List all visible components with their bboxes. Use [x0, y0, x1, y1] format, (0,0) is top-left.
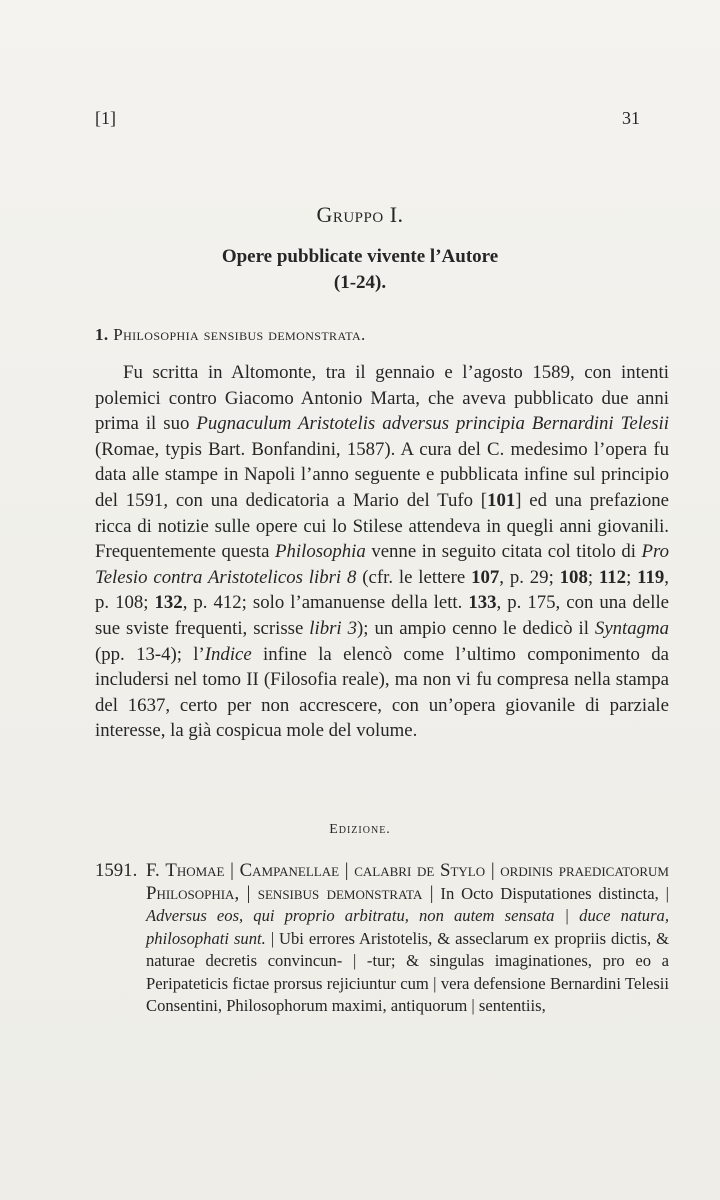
paragraph-text: ); un ampio cenno le dedicò il: [357, 617, 595, 639]
group-subtitle-line2: (1-24).: [333, 272, 387, 293]
letter-ref: 133: [468, 592, 497, 614]
running-head-left: [1]: [95, 108, 116, 128]
edition-section-label: Edizione.: [329, 822, 391, 837]
paragraph-italic: Indice: [204, 643, 252, 665]
edition-italic: Adversus eos, qui proprio arbitratu, non autem sensata | duce natura, philosophati sunt.: [146, 906, 669, 948]
paragraph-italic: Syntagma: [594, 617, 669, 639]
paragraph-text: infine la elencò come l’ultimo componimento da includersi nel tomo II (Filosofia reale), ma non vi fu compresa nella stampa del 1637, certo per non accrescere, con un’opera giovanile di parziale interesse, la già cospicua mole del volume.: [95, 643, 669, 742]
paragraph-text: , p. 175, con una delle sue sviste frequenti, scrisse: [95, 592, 670, 639]
entry-heading: [95, 325, 366, 345]
page-number: 31: [622, 108, 640, 128]
letter-ref: 107: [471, 566, 500, 588]
paragraph-italic: Philosophia: [275, 541, 366, 563]
paragraph-text: , p. 108;: [95, 566, 669, 614]
paragraph-text: , p. 29;: [499, 566, 560, 588]
paragraph-italic-title: Pugnaculum Aristotelis adversus principia Bernardini Telesii: [196, 413, 669, 435]
group-title: Gruppo I.: [316, 202, 404, 227]
edition-description: [146, 860, 669, 1018]
paragraph-text: (Romae, typis Bart. Bonfandini, 1587). A cura del C. medesimo l’opera fu data alle stampe in Napoli l’anno seguente e pubblicata infine sul principio del 1591, con una dedicatoria a Mario del Tufo [: [95, 438, 669, 511]
paragraph-italic: libri 3: [309, 617, 357, 639]
edition-year: 1591.: [95, 860, 138, 881]
group-subtitle: [0, 244, 720, 296]
paragraph-text: ;: [587, 566, 599, 588]
letter-ref: 101: [487, 489, 516, 511]
letter-ref: 112: [598, 566, 627, 588]
group-subtitle-line1: Opere pubblicate vivente l’Autore: [221, 246, 499, 267]
edition-text: | Ubi errores Aristotelis, & asseclarum ex propriis dictis, & naturae decretis convincun- | -tur; & singulas imaginationes, pro eo a Peripateticis fictae prorsus rejiciuntur cum | vera defensione Bernardini Telesii Consentini, Philosophorum maximi, antiquorum | sententiis,: [146, 928, 670, 1015]
paragraph-text: ;: [626, 566, 638, 588]
entry-title: Philosophia sensibus demonstrata.: [113, 325, 366, 344]
letter-ref: 108: [559, 566, 588, 588]
edition-text: F.: [146, 860, 166, 881]
entry-number: 1.: [95, 325, 109, 344]
paragraph-italic: Pro Telesio contra Aristotelicos libri 8: [95, 541, 670, 588]
paragraph-text: (cfr. le lettere: [356, 566, 472, 588]
paragraph-text: Fu scritta in Altomonte, tra il gennaio e l’agosto 1589, con intenti polemici contro Giacomo Antonio Marta, che aveva pubblicato due anni prima il suo: [95, 362, 669, 435]
entry-paragraph: [95, 360, 669, 744]
edition-text: In Octo Disputationes distincta, |: [433, 883, 669, 903]
paragraph-text: venne in seguito citata col titolo di: [365, 541, 642, 563]
edition-title-smallcaps: Thomae | Campanellae | calabri de Stylo | ordinis praedicatorum Philosophia, | sensibus demonstrata |: [146, 860, 669, 904]
paragraph-text: (pp. 13-4); l’: [95, 643, 205, 665]
letter-ref: 132: [154, 592, 183, 614]
letter-ref: 119: [637, 566, 665, 588]
paragraph-text: ] ed una prefazione ricca di notizie sulle opere cui lo Stilese attendeva in quegli anni giovanili. Frequentemente questa: [95, 489, 669, 563]
paragraph-text: , p. 412; solo l’amanuense della lett.: [182, 592, 469, 614]
